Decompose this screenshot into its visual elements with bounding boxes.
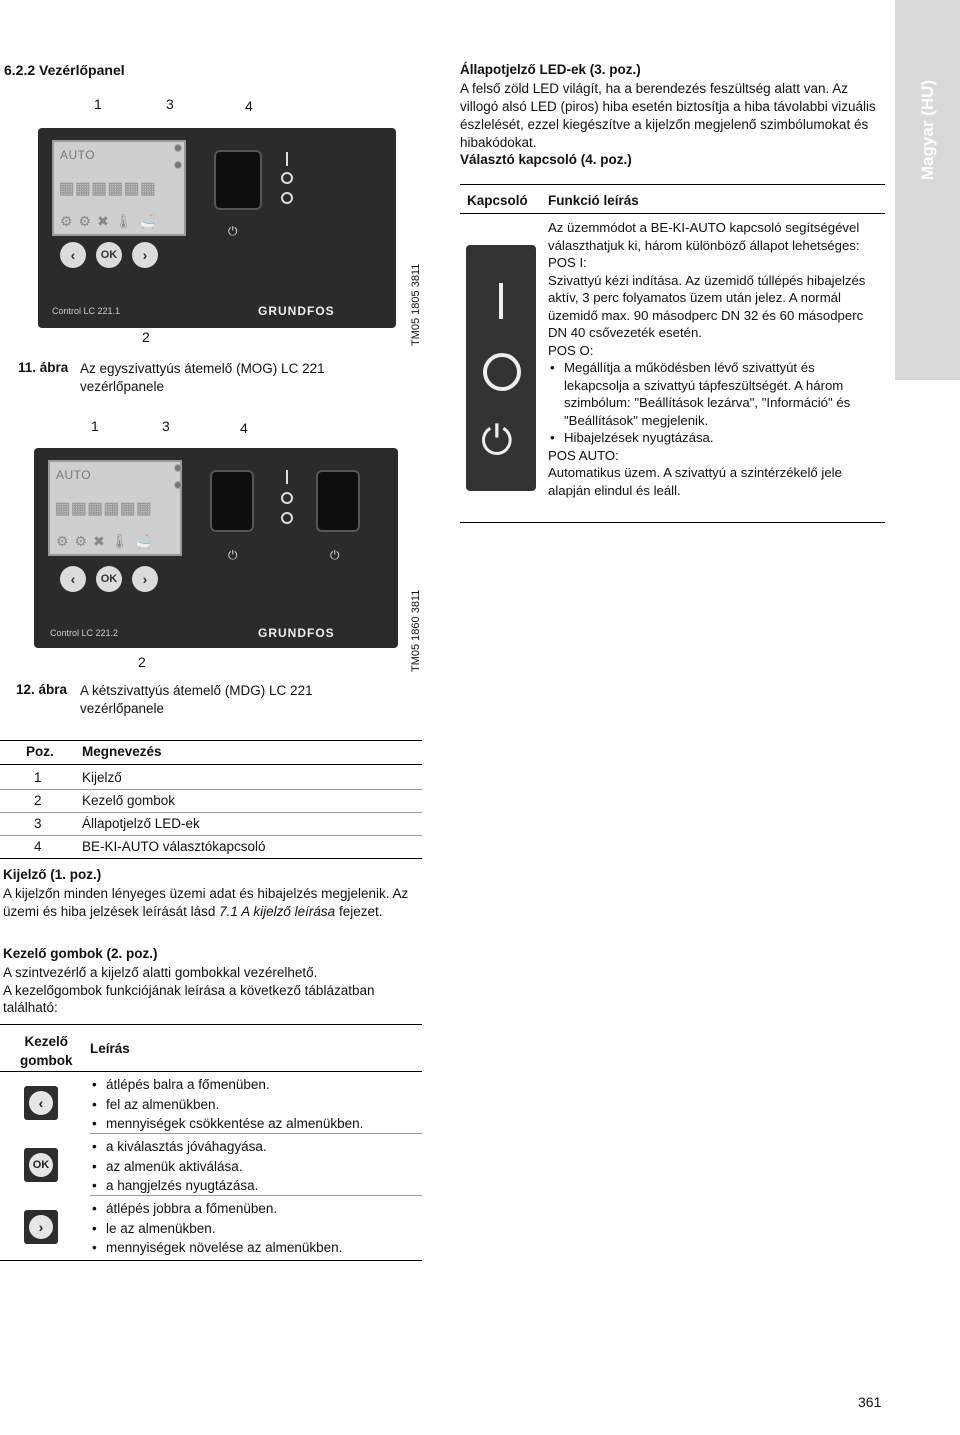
right-button-2[interactable]: › — [132, 566, 158, 592]
ok-key-item-2: • az almenük aktiválása. — [90, 1157, 420, 1177]
led-green-2 — [174, 464, 182, 472]
pos-row-4-name: BE-KI-AUTO választókapcsoló — [82, 839, 266, 854]
keys-col1-header — [20, 1032, 73, 1070]
lcd-display — [52, 140, 186, 236]
lcd-icons: ⚙⚙✖🌡🛁 — [60, 213, 163, 229]
pos-row-3-name: Állapotjelző LED-ek — [82, 816, 200, 831]
ok-button[interactable]: OK — [96, 242, 122, 268]
led-green — [174, 144, 182, 152]
keys-row-rule-1 — [90, 1133, 422, 1134]
right-key-item-1: • átlépés jobbra a főmenüben. — [90, 1199, 420, 1219]
display-text-main: A kijelzőn minden lényeges üzemi adat és hibajelzés megjelenik. Az üzemi és hiba jelzések leírását lásd — [3, 886, 409, 919]
display-text — [3, 885, 421, 920]
panel-model-label-2: Control LC 221.2 — [50, 628, 119, 638]
callout-2: 2 — [142, 329, 150, 345]
selector-col2-header: Funkció leírás — [548, 193, 639, 208]
figure1-caption-number: 11. ábra — [18, 360, 69, 375]
keys-col2-header: Leírás — [90, 1041, 130, 1056]
display-text-end: fejezet. — [338, 903, 383, 919]
left-button[interactable]: ‹ — [60, 242, 86, 268]
selector-switch-2[interactable] — [316, 470, 360, 532]
lcd-segments: ▦▦▦▦▦▦ — [60, 176, 158, 201]
pos-row-1-num: 1 — [34, 770, 42, 785]
ok-key-list — [90, 1137, 420, 1196]
auto-icon-2: ⏻ — [228, 548, 238, 562]
keys-table-bottom — [0, 1260, 422, 1261]
pos-row-4-num: 4 — [34, 839, 42, 854]
pos-row-rule-2 — [0, 812, 422, 813]
callout-1: 1 — [94, 96, 102, 112]
pos-table-top — [0, 740, 422, 741]
keys-table-top — [0, 1024, 422, 1025]
callout-4b: 4 — [240, 420, 248, 436]
figure2-code: TM05 1860 3811 — [410, 589, 422, 672]
pos-o-bullet-2: • Hibajelzések nyugtázása. — [548, 429, 883, 447]
selector-switch[interactable] — [214, 150, 262, 210]
keys-row-rule-2 — [90, 1195, 422, 1196]
lcd-icons-2: ⚙⚙✖🌡🛁 — [56, 533, 159, 549]
control-panel-dual — [34, 448, 398, 648]
auto-icon-3: ⏻ — [330, 548, 340, 562]
pos-i-marker-2 — [286, 470, 288, 484]
table-rule-header — [460, 213, 885, 214]
right-arrow-icon: › — [29, 1215, 53, 1239]
pos-auto-label: POS AUTO: — [548, 447, 619, 463]
callout-2b: 2 — [138, 654, 146, 670]
keys-col1-header-a: Kezelő — [24, 1034, 68, 1049]
right-button[interactable]: › — [132, 242, 158, 268]
selector-intro: Az üzemmódot a BE-KI-AUTO kapcsoló segítségével választhatjuk ki, három különböző állapot lehetséges: — [548, 220, 860, 253]
pos-row-3-num: 3 — [34, 816, 42, 831]
pos-row-2-name: Kezelő gombok — [82, 793, 176, 808]
pos-row-2-num: 2 — [34, 793, 42, 808]
pos-i-text: Szivattyú kézi indítása. Az üzemidő túllépés hibajelzés aktív, 3 perc folyamatos üzem után jelez. A normál üzemidő max. 90 másodperc DN 32 és 60 másodperc DN 40 csővezeték esetén. — [548, 272, 866, 340]
pos-o-label: POS O: — [548, 342, 594, 358]
callout-4: 4 — [245, 98, 253, 114]
figure1-code: TM05 1805 3811 — [410, 263, 422, 346]
grundfos-logo: GRUNDFOS — [258, 304, 335, 318]
figure2-caption-number: 12. ábra — [16, 682, 68, 697]
leds-text: A felső zöld LED világít, ha a berendezés feszültség alatt van. Az villogó alsó LED (piros) hiba esetén biztosítja a hiba távolabbi vizuális észlelését, ezzel kiegészítve a kijelzőn megjelenő szimbólumokat és hibakódokat. — [460, 81, 876, 150]
page-number: 361 — [858, 1394, 882, 1410]
led-red-2 — [174, 481, 182, 489]
callout-3b: 3 — [162, 418, 170, 434]
pos-row-rule-1 — [0, 789, 422, 790]
ok-key-icon — [24, 1148, 58, 1182]
name-col-header: Megnevezés — [82, 744, 162, 759]
auto-icon: ⏻ — [228, 224, 238, 238]
keys-col1-header-b: gombok — [20, 1053, 73, 1068]
pos-i-symbol — [499, 283, 503, 319]
left-key-icon — [24, 1086, 58, 1120]
pos-col-header: Poz. — [26, 744, 54, 759]
lcd-segments-2: ▦▦▦▦▦▦ — [56, 496, 154, 521]
ok-key-item-3: • a hangjelzés nyugtázása. — [90, 1176, 420, 1196]
figure1-caption: Az egyszivattyús átemelő (MOG) LC 221 vezérlőpanele — [80, 361, 325, 394]
pos-o-marker-2 — [281, 192, 293, 204]
keys-text-2: A kezelőgombok funkciójának leírása a következő táblázatban található: — [3, 982, 375, 1015]
table-rule-top — [460, 184, 885, 185]
left-arrow-icon: ‹ — [29, 1091, 53, 1115]
pos-row-rule-3 — [0, 835, 422, 836]
selector-col1-header: Kapcsoló — [467, 193, 528, 208]
led-red — [174, 161, 182, 169]
lcd-auto-text-2: AUTO — [56, 468, 92, 482]
keys-text-1: A szintvezérlő a kijelző alatti gombokkal vezérelhető. — [3, 965, 318, 980]
left-key-item-1: • átlépés balra a főmenüben. — [90, 1075, 420, 1095]
pos-o-symbol — [483, 353, 521, 391]
lcd-display-2 — [48, 460, 182, 556]
pos-row-1-name: Kijelző — [82, 770, 122, 785]
selector-switch-image — [466, 245, 536, 491]
left-key-item-2: • fel az almenükben. — [90, 1095, 420, 1115]
pos-table-bottom — [0, 858, 422, 859]
pos-o-bullet-1: • Megállítja a működésben lévő szivattyút és lekapcsolja a szivattyú tápfeszültségét. A három szimbólum: "Beállítások lezárva", "Információ" és "Beállítások" megjelenik. — [548, 359, 883, 429]
section-title: 6.2.2 Vezérlőpanel — [4, 62, 125, 78]
table-rule-bottom — [460, 522, 885, 523]
display-heading: Kijelző (1. poz.) — [3, 867, 102, 882]
language-label: Magyar (HU) — [917, 79, 937, 181]
ok-key-item-1: • a kiválasztás jóváhagyása. — [90, 1137, 420, 1157]
pos-o-marker-4 — [281, 512, 293, 524]
lcd-auto-text: AUTO — [60, 148, 96, 162]
ok-icon: OK — [29, 1153, 53, 1177]
leds-heading: Állapotjelző LED-ek (3. poz.) — [460, 62, 641, 77]
left-key-item-3: • mennyiségek csökkentése az almenükben. — [90, 1114, 420, 1134]
callout-3: 3 — [166, 96, 174, 112]
callout-1b: 1 — [91, 418, 99, 434]
right-key-list — [90, 1199, 420, 1258]
display-ref: 7.1 A kijelző leírása — [219, 903, 336, 919]
selector-heading: Választó kapcsoló (4. poz.) — [460, 152, 632, 167]
panel-model-label: Control LC 221.1 — [52, 306, 121, 316]
right-key-icon — [24, 1210, 58, 1244]
figure2-caption: A kétszivattyús átemelő (MDG) LC 221 vezérlőpanele — [80, 683, 313, 716]
auto-symbol-icon: ⏻ — [481, 419, 513, 463]
left-key-list — [90, 1075, 420, 1134]
selector-switch-1[interactable] — [210, 470, 254, 532]
grundfos-logo-2: GRUNDFOS — [258, 626, 335, 640]
ok-button-2[interactable]: OK — [96, 566, 122, 592]
pos-i-label: POS I: — [548, 255, 587, 270]
left-button-2[interactable]: ‹ — [60, 566, 86, 592]
pos-o-marker-3 — [281, 492, 293, 504]
pos-table-header-rule — [0, 764, 422, 765]
right-key-item-2: • le az almenükben. — [90, 1219, 420, 1239]
right-key-item-3: • mennyiségek növelése az almenükben. — [90, 1238, 420, 1258]
control-panel-single — [38, 128, 396, 328]
pos-o-marker — [281, 172, 293, 184]
pos-i-marker — [286, 152, 288, 166]
selector-description — [548, 219, 883, 499]
keys-text — [3, 964, 421, 1017]
language-sidebar — [895, 0, 960, 380]
pos-auto-text: Automatikus üzem. A szivattyú a szintérzékelő jele alapján elindul és leáll. — [548, 465, 842, 498]
keys-heading: Kezelő gombok (2. poz.) — [3, 946, 158, 961]
keys-table-header-rule — [0, 1071, 422, 1072]
